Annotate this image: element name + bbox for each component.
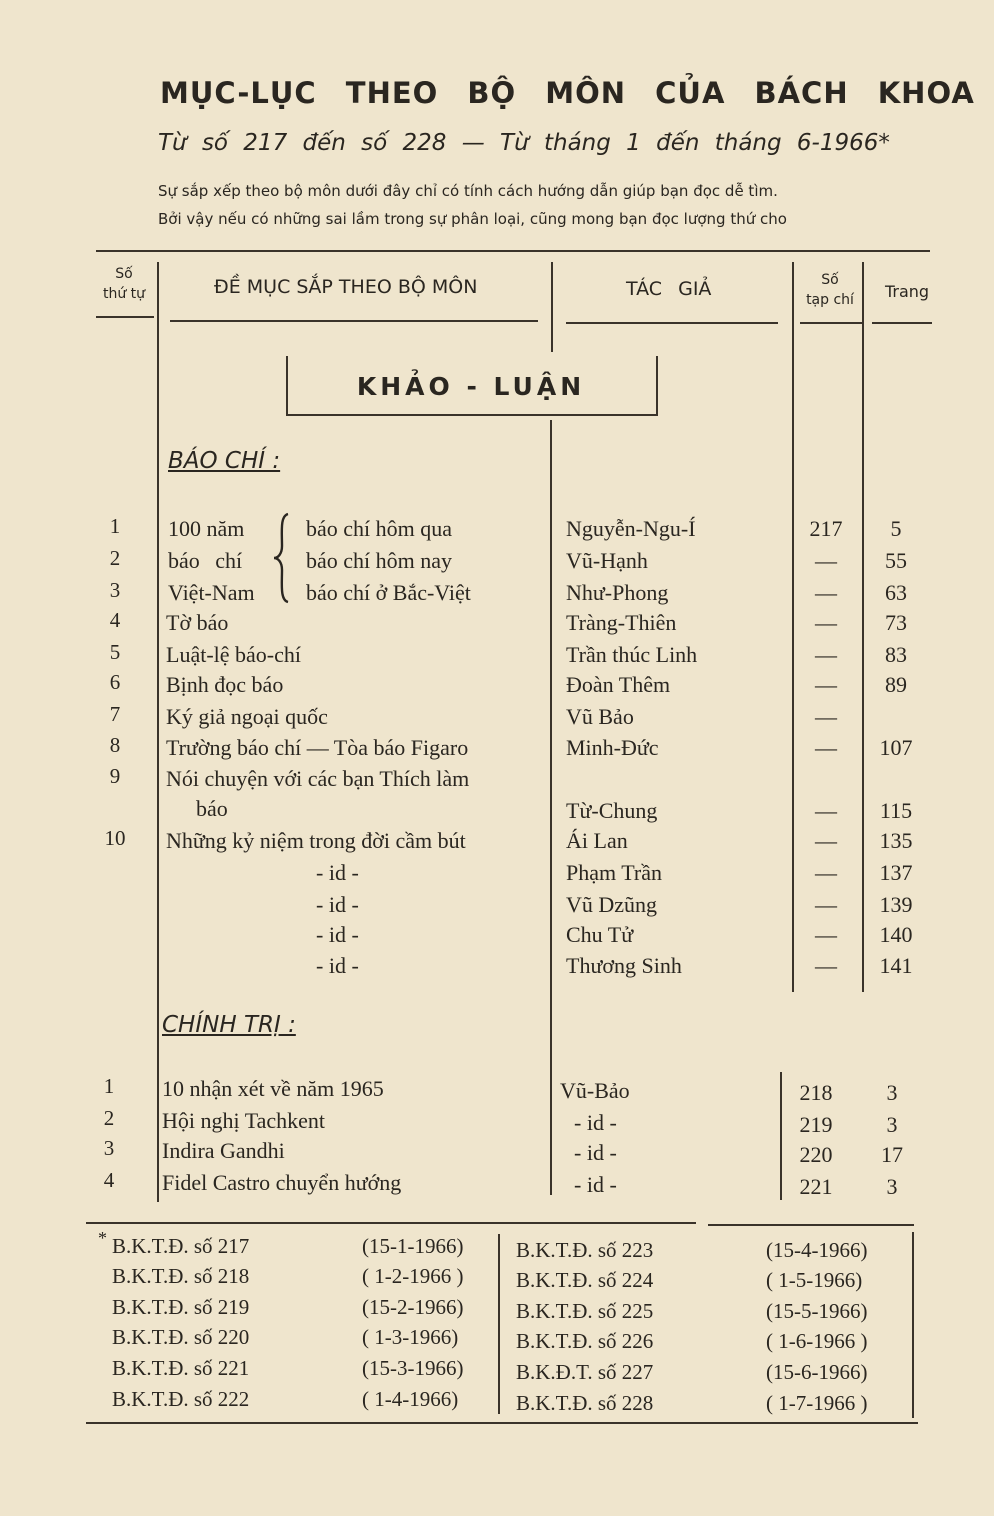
row-page: 89 [885,672,907,697]
note-line-1: Sự sắp xếp theo bộ môn dưới đây chỉ có tính cách hướng dẫn giúp bạn đọc dễ tìm. [158,182,778,200]
footnote-top-rule-right [708,1224,914,1226]
row-author: Nguyễn-Ngu-Í [566,516,696,541]
row-issue: — [815,828,837,853]
row-page: 140 [879,922,913,947]
footnote-issue: B.K.T.Đ. số 224 [516,1268,654,1292]
row-issue: — [815,860,837,885]
row-author: Chu Tử [566,922,634,947]
row-page: 5 [890,516,902,541]
row-author: Vũ Bảo [566,704,634,729]
col-sep-author [792,262,794,992]
header-rule-stt [96,316,154,318]
col-sep-issue [862,262,864,992]
row-page: 139 [879,892,913,917]
footnote-date: (15-3-1966) [362,1356,464,1380]
row-author: - id - [574,1172,617,1197]
footnote-issue: B.K.T.Đ. số 226 [516,1329,654,1353]
footnote-right-edge [912,1232,914,1418]
footnote-date: ( 1-7-1966 ) [766,1391,868,1415]
footnote-issue: B.K.T.Đ. số 218 [112,1264,250,1288]
row-title: Indira Gandhi [162,1138,285,1163]
row-issue: — [815,672,837,697]
row-author: Đoàn Thêm [566,672,671,697]
footnote-date: (15-2-1966) [362,1295,464,1319]
footnote-date: (15-4-1966) [766,1238,868,1262]
header-rule-issue [800,322,862,324]
header-top-rule [96,250,930,252]
row-title: báo chí hôm nay [306,548,453,573]
row-author: Vũ Dzũng [566,892,658,917]
col-header-stt: Số thứ tự [102,266,146,302]
row-title: - id - [316,892,359,917]
row-issue: — [815,735,837,760]
col-sep-subject [550,420,552,1195]
footnote-issue: B.K.T.Đ. số 221 [112,1356,250,1380]
page-subtitle: Từ số 217 đến số 228 — Từ tháng 1 đến tháng 6-1966* [158,130,890,156]
row-title: Trường báo chí — Tòa báo Figaro [166,735,469,760]
row-issue: — [815,922,837,947]
footnote-issue: B.K.T.Đ. số 217 [112,1234,250,1258]
row-page: 63 [885,580,907,605]
row-title: Ký giả ngoại quốc [166,704,328,729]
row-issue: — [815,642,837,667]
footnote-date: (15-1-1966) [362,1234,464,1258]
footnote-issue: B.K.T.Đ. số 225 [516,1299,654,1323]
footnote-issue: B.K.T.Đ. số 220 [112,1325,250,1349]
page-title: MỤC-LỤC THEO BỘ MÔN CỦA BÁCH KHOA [160,76,975,110]
row-issue: — [815,610,837,635]
row-author: Vũ-Hạnh [566,548,648,573]
footnote-marker: * [98,1228,107,1248]
row-page: 3 [886,1112,898,1137]
footnote-top-rule-left [86,1222,696,1224]
row-author: Ái Lan [566,828,628,853]
row-number: 10 [104,826,126,850]
row-page: 137 [879,860,913,885]
footnote-bottom-rule [86,1422,918,1424]
row-title: báo chí ở Bắc-Việt [306,580,471,605]
group-left-2: báo chí [168,548,243,573]
row-title: Những kỷ niệm trong đời cầm bút [166,828,466,853]
footnote-issue: B.K.T.Đ. số 228 [516,1391,654,1415]
footnote-date: ( 1-5-1966) [766,1268,863,1292]
row-issue: 218 [799,1080,833,1105]
row-issue: 221 [799,1174,833,1199]
row-title: - id - [316,922,359,947]
col-sep-stt [157,262,159,1202]
row-issue: — [815,548,837,573]
row-author: Phạm Trần [566,860,662,885]
row-title: Nói chuyện với các bạn Thích làm [166,766,470,791]
group-left-3: Việt-Nam [168,580,255,605]
header-rule-author [566,322,778,324]
row-title-cont: báo [196,796,228,821]
curly-brace-icon [272,512,294,604]
col-sep-subject-top [551,262,553,352]
row-page: 115 [879,798,913,823]
row-issue: — [815,704,837,729]
footnote-issue: B.K.T.Đ. số 222 [112,1387,250,1411]
row-author: Thương Sinh [566,953,682,978]
row-title: Bịnh đọc báo [166,672,284,697]
row-issue: — [815,892,837,917]
row-page: 55 [885,548,907,573]
row-page: 3 [886,1080,898,1105]
footnote-date: (15-6-1966) [766,1360,868,1384]
row-page: 17 [881,1142,903,1167]
row-author: Tràng-Thiên [566,610,677,635]
row-issue: — [815,580,837,605]
row-page: 135 [879,828,913,853]
row-title: 10 nhận xét về năm 1965 [162,1076,384,1101]
row-author: Như-Phong [566,580,669,605]
footnote-issue: B.K.T.Đ. số 223 [516,1238,654,1262]
group-left-1: 100 năm [168,516,245,541]
col-header-issue: Số tạp chí [806,272,854,308]
row-issue: — [815,798,837,823]
header-rule-subject [170,320,538,322]
row-number: 3 [103,1136,115,1160]
row-author: Từ-Chung [566,798,658,823]
row-page: 141 [879,953,913,978]
row-title: - id - [316,953,359,978]
section-title: KHẢO - LUẬN [356,372,586,401]
row-issue: 217 [809,516,843,541]
row-number: 3 [109,578,121,602]
footnote-issue: B.K.T.Đ. số 219 [112,1295,250,1319]
row-title: báo chí hôm qua [306,516,453,541]
row-number: 5 [109,640,121,664]
col-header-page: Trang [884,282,930,301]
footnote-divider [498,1234,500,1414]
col-header-subject: ĐỀ MỤC SẮP THEO BỘ MÔN [214,276,478,298]
row-author: Trần thúc Linh [566,642,698,667]
section-heading-chinh-tri: CHÍNH TRỊ : [162,1012,296,1038]
section-heading-bao-chi: BÁO CHÍ : [168,448,281,474]
row-page: 107 [879,735,913,760]
row-title: Fidel Castro chuyển hướng [162,1170,402,1195]
row-author: - id - [574,1140,617,1165]
footnote-issue: B.K.Đ.T. số 227 [516,1360,654,1384]
footnote-date: (15-5-1966) [766,1299,868,1323]
row-number: 8 [109,733,121,757]
row-number: 7 [109,702,121,726]
row-issue: 219 [799,1112,833,1137]
footnote-date: ( 1-3-1966) [362,1325,459,1349]
row-author: Vũ-Bảo [560,1078,630,1103]
row-issue: 220 [799,1142,833,1167]
col-header-author: TÁC GIẢ [626,278,712,300]
row-number: 4 [103,1168,115,1192]
row-page: 83 [885,642,907,667]
footnote-date: ( 1-4-1966) [362,1387,459,1411]
row-title: Hội nghị Tachkent [162,1108,326,1133]
note-line-2: Bởi vậy nếu có những sai lầm trong sự phân loại, cũng mong bạn đọc lượng thứ cho [158,210,787,228]
row-number: 6 [109,670,121,694]
row-number: 1 [109,514,121,538]
row-number: 9 [109,764,121,788]
row-title: Tờ báo [166,610,229,635]
row-page: 3 [886,1174,898,1199]
row-page: 73 [885,610,907,635]
row-author: Minh-Đức [566,735,659,760]
row-number: 4 [109,608,121,632]
footnote-date: ( 1-6-1966 ) [766,1329,868,1353]
footnote-date: ( 1-2-1966 ) [362,1264,464,1288]
header-rule-page [872,322,932,324]
row-number: 1 [103,1074,115,1098]
col-sep-author-2 [780,1072,782,1200]
row-issue: — [815,953,837,978]
row-author: - id - [574,1110,617,1135]
row-title: Luật-lệ báo-chí [166,642,301,667]
row-number: 2 [103,1106,115,1130]
row-number: 2 [109,546,121,570]
row-title: - id - [316,860,359,885]
